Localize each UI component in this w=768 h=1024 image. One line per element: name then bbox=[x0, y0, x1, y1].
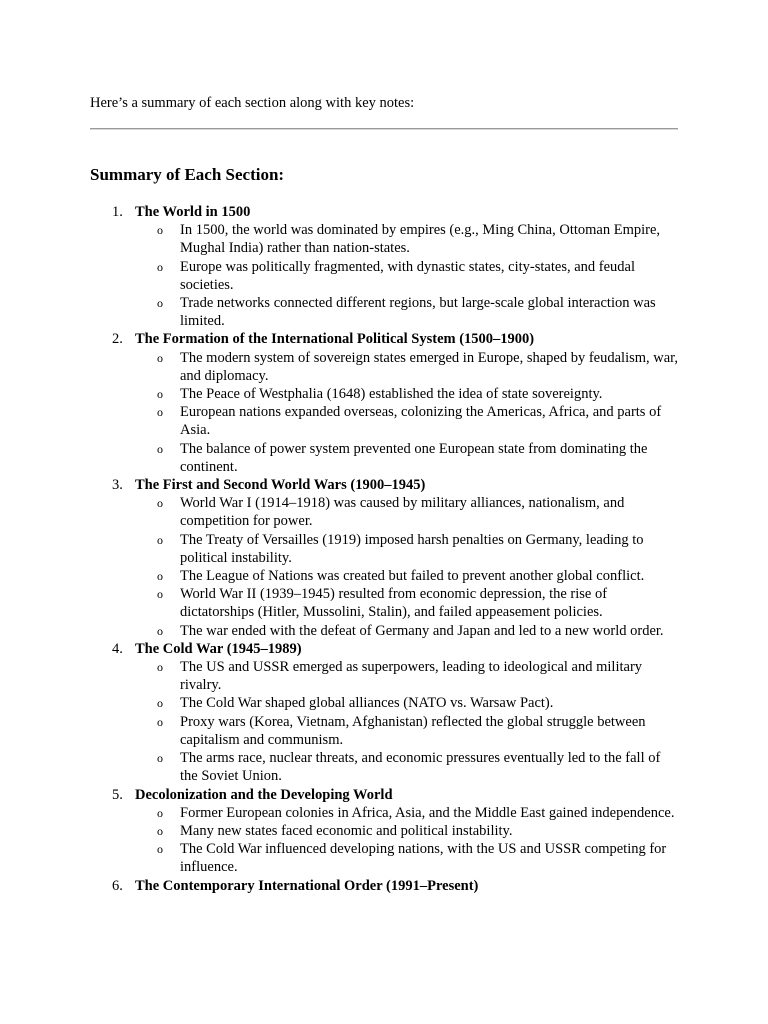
hollow-bullet-icon: o bbox=[157, 441, 163, 456]
note-item bbox=[135, 694, 680, 712]
note-text: European nations expanded overseas, colonizing the Americas, Africa, and parts of Asia. bbox=[180, 404, 662, 439]
hollow-bullet-icon: o bbox=[157, 842, 163, 857]
section-number: 1. bbox=[112, 204, 123, 220]
note-list bbox=[135, 349, 680, 476]
hollow-bullet-icon: o bbox=[157, 405, 163, 420]
section-item bbox=[90, 476, 680, 640]
note-text: The Cold War shaped global alliances (NATO vs. Warsaw Pact). bbox=[180, 695, 554, 712]
note-text: Former European colonies in Africa, Asia, and the Middle East gained independence. bbox=[180, 804, 675, 821]
note-list bbox=[135, 221, 680, 330]
note-text: Many new states faced economic and political instability. bbox=[180, 822, 513, 839]
note-text: The arms race, nuclear threats, and economic pressures eventually led to the fall of the Soviet Union. bbox=[180, 750, 661, 785]
note-item bbox=[135, 749, 680, 785]
section-list bbox=[90, 203, 680, 895]
note-item bbox=[135, 258, 680, 294]
section-title: The Formation of the International Political System (1500–1900) bbox=[135, 331, 535, 348]
section-item bbox=[90, 330, 680, 476]
note-item bbox=[135, 531, 680, 567]
note-text: In 1500, the world was dominated by empires (e.g., Ming China, Ottoman Empire, Mughal India) rather than nation-states. bbox=[180, 222, 661, 257]
section-number: 2. bbox=[112, 331, 123, 348]
hollow-bullet-icon: o bbox=[157, 805, 163, 820]
hollow-bullet-icon: o bbox=[157, 496, 163, 511]
note-text: Europe was politically fragmented, with dynastic states, city-states, and feudal societies. bbox=[180, 258, 636, 293]
hollow-bullet-icon: o bbox=[157, 223, 163, 238]
note-item bbox=[135, 658, 680, 694]
hollow-bullet-icon: o bbox=[157, 296, 163, 311]
note-text: The US and USSR emerged as superpowers, leading to ideological and military rivalry. bbox=[180, 659, 643, 694]
note-text: The balance of power system prevented one European state from dominating the continent. bbox=[180, 440, 648, 475]
section-item bbox=[90, 786, 680, 877]
note-item bbox=[135, 349, 680, 385]
note-text: Trade networks connected different regions, but large-scale global interaction was limited. bbox=[180, 295, 656, 330]
note-text: Proxy wars (Korea, Vietnam, Afghanistan) reflected the global struggle between capitalism and communism. bbox=[180, 713, 646, 748]
section-number: 5. bbox=[112, 786, 123, 803]
hollow-bullet-icon: o bbox=[157, 532, 163, 547]
section-title: The Cold War (1945–1989) bbox=[135, 640, 302, 657]
section-number: 3. bbox=[112, 477, 123, 494]
hollow-bullet-icon: o bbox=[157, 714, 163, 729]
note-list bbox=[135, 804, 680, 877]
note-text: The war ended with the defeat of Germany and Japan and led to a new world order. bbox=[180, 622, 664, 639]
note-text: World War I (1914–1918) was caused by military alliances, nationalism, and competition for power. bbox=[180, 495, 625, 530]
note-text: The Treaty of Versailles (1919) imposed harsh penalties on Germany, leading to political instability. bbox=[180, 531, 644, 566]
note-item bbox=[135, 822, 680, 840]
note-item bbox=[135, 403, 680, 439]
hollow-bullet-icon: o bbox=[157, 387, 163, 402]
note-item bbox=[135, 494, 680, 530]
section-title: The First and Second World Wars (1900–1945) bbox=[135, 477, 426, 494]
hollow-bullet-icon: o bbox=[157, 623, 163, 638]
section-heading: Summary of Each Section: bbox=[90, 165, 285, 184]
hollow-bullet-icon: o bbox=[157, 587, 163, 602]
note-item bbox=[135, 804, 680, 822]
section-item bbox=[90, 640, 680, 786]
note-text: World War II (1939–1945) resulted from economic depression, the rise of dictatorships (Hitler, Mussolini, Stalin), and failed appeasement policies. bbox=[180, 586, 608, 621]
section-item bbox=[90, 877, 680, 895]
section-title: The World in 1500 bbox=[135, 204, 251, 220]
note-item bbox=[135, 440, 680, 476]
note-item bbox=[135, 567, 680, 585]
section-number: 6. bbox=[112, 877, 123, 894]
hollow-bullet-icon: o bbox=[157, 569, 163, 584]
section-title: Decolonization and the Developing World bbox=[135, 786, 393, 803]
note-item bbox=[135, 294, 680, 330]
note-item bbox=[135, 385, 680, 403]
section-item bbox=[90, 203, 680, 330]
note-text: The Cold War influenced developing nations, with the US and USSR competing for influence. bbox=[180, 841, 667, 876]
note-item bbox=[135, 221, 680, 257]
hollow-bullet-icon: o bbox=[157, 751, 163, 766]
note-list bbox=[135, 658, 680, 785]
hollow-bullet-icon: o bbox=[157, 696, 163, 711]
hollow-bullet-icon: o bbox=[157, 823, 163, 838]
section-number: 4. bbox=[112, 640, 123, 657]
section-title: The Contemporary International Order (1991–Present) bbox=[135, 877, 479, 894]
note-list bbox=[135, 494, 680, 640]
hollow-bullet-icon: o bbox=[157, 259, 163, 274]
note-item bbox=[135, 622, 680, 640]
note-text: The modern system of sovereign states emerged in Europe, shaped by feudalism, war, and diplomacy. bbox=[180, 349, 679, 384]
hollow-bullet-icon: o bbox=[157, 660, 163, 675]
note-text: The League of Nations was created but failed to prevent another global conflict. bbox=[180, 568, 645, 585]
hollow-bullet-icon: o bbox=[157, 350, 163, 365]
note-item bbox=[135, 840, 680, 876]
horizontal-rule bbox=[90, 128, 678, 130]
note-item bbox=[135, 585, 680, 621]
note-item bbox=[135, 713, 680, 749]
intro-text: Here’s a summary of each section along with key notes: bbox=[90, 95, 415, 111]
note-text: The Peace of Westphalia (1648) established the idea of state sovereignty. bbox=[180, 386, 603, 403]
